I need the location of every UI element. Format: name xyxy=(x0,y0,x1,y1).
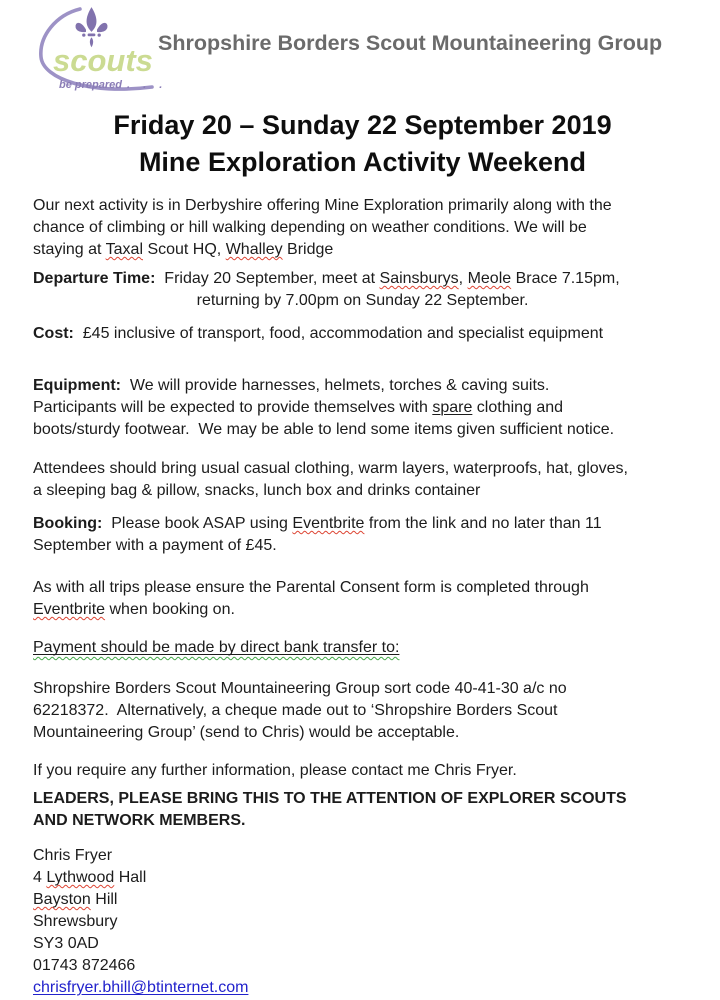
text-run: a sleeping bag & pillow, snacks, lunch box and drinks container xyxy=(33,482,481,499)
consent-paragraph xyxy=(33,577,692,621)
text-run: SY3 0AD xyxy=(33,935,99,952)
text-line xyxy=(33,810,692,832)
logo-tagline-text: be prepared xyxy=(59,79,122,91)
text-run: spare xyxy=(432,399,473,416)
text-line xyxy=(33,955,692,977)
leaders-notice xyxy=(33,788,692,832)
booking-paragraph xyxy=(33,513,692,557)
text-run: Our next activity is in Derbyshire offering Mine Exploration primarily along with the xyxy=(33,197,612,214)
contact-paragraph xyxy=(33,760,692,782)
text-line xyxy=(33,107,692,144)
misspelled-word: Eventbrite xyxy=(292,515,365,532)
departure-paragraph xyxy=(33,268,692,312)
text-run: when booking on. xyxy=(105,601,235,618)
text-run: chance of climbing or hill walking depending on weather conditions. We will be xyxy=(33,219,587,236)
text-line xyxy=(33,599,692,621)
equipment-paragraph xyxy=(33,375,692,441)
text-run: 01743 872466 xyxy=(33,957,136,974)
misspelled-word: Sainsburys xyxy=(379,270,459,287)
text-line xyxy=(33,678,692,700)
text-run: returning by 7.00pm on Sunday 22 September. xyxy=(196,292,529,309)
text-line xyxy=(33,845,692,867)
text-run: , xyxy=(458,270,468,287)
text-line xyxy=(33,323,692,345)
logo-tagline xyxy=(59,79,167,91)
text-run: Hall xyxy=(114,869,147,886)
misspelled-word: Meole xyxy=(467,270,512,287)
text-line xyxy=(33,239,692,261)
text-run: Friday 20 – Sunday 22 September 2019 xyxy=(113,110,612,140)
text-line xyxy=(33,535,692,557)
text-line xyxy=(33,217,692,239)
misspelled-word: Lythwood xyxy=(46,869,115,886)
misspelled-word: Whalley xyxy=(225,241,283,258)
text-run: Mine Exploration Activity Weekend xyxy=(138,147,587,177)
text-line xyxy=(33,911,692,933)
text-run: 4 xyxy=(33,869,47,886)
document-title: Shropshire Borders Scout Mountaineering Group xyxy=(158,31,663,55)
document-header xyxy=(0,0,720,99)
text-line xyxy=(33,933,692,955)
text-run: Mountaineering Group’ (send to Chris) would be acceptable. xyxy=(33,724,460,741)
payment-heading xyxy=(33,637,692,659)
text-line xyxy=(33,722,692,744)
text-line xyxy=(33,397,692,419)
text-run: Shropshire Borders Scout Mountaineering Group sort code 40-41-30 a/c no xyxy=(33,680,567,697)
misspelled-word: Eventbrite xyxy=(33,601,106,618)
text-run: Attendees should bring usual casual clothing, warm layers, waterproofs, hat, gloves, xyxy=(33,460,628,477)
text-run: Participants will be expected to provide themselves with xyxy=(33,399,433,416)
event-heading xyxy=(33,107,692,181)
bank-details-paragraph xyxy=(33,678,692,744)
text-line xyxy=(33,419,692,441)
misspelled-word: Taxal xyxy=(105,241,143,258)
text-line xyxy=(33,700,692,722)
signature-block xyxy=(33,845,692,999)
text-run: from the link and no later than 11 xyxy=(364,515,602,532)
text-run: LEADERS, PLEASE BRING THIS TO THE ATTENTION OF EXPLORER SCOUTS xyxy=(33,790,627,807)
logo-tagline-dots: . . . xyxy=(126,79,168,91)
text-run: Brace 7.15pm, xyxy=(511,270,620,287)
text-run: AND NETWORK MEMBERS. xyxy=(33,812,246,829)
cost-paragraph xyxy=(33,323,692,345)
text-run: Cost: xyxy=(33,325,74,342)
text-run: Friday 20 September, meet at xyxy=(155,270,380,287)
document-body xyxy=(0,99,720,999)
text-line xyxy=(33,513,692,535)
text-run: As with all trips please ensure the Parental Consent form is completed through xyxy=(33,579,589,596)
misspelled-word: Bayston xyxy=(33,891,91,908)
text-run: Shrewsbury xyxy=(33,913,118,930)
text-run: Bridge xyxy=(282,241,334,258)
text-run: Payment should be made by direct bank transfer to: xyxy=(33,639,400,656)
scouts-logo xyxy=(34,2,168,98)
text-run: 62218372. Alternatively, a cheque made out to ‘Shropshire Borders Scout xyxy=(33,702,558,719)
text-run: We will provide harnesses, helmets, torches & caving suits. xyxy=(121,377,550,394)
text-line xyxy=(33,889,692,911)
text-run: Departure Time: xyxy=(33,270,156,287)
text-line xyxy=(33,867,692,889)
text-line xyxy=(33,268,692,290)
text-line xyxy=(33,480,692,502)
text-line xyxy=(33,760,692,782)
attendees-paragraph xyxy=(33,458,692,502)
text-line xyxy=(33,637,692,659)
text-run: Scout HQ, xyxy=(143,241,226,258)
text-run: Chris Fryer xyxy=(33,847,113,864)
text-run: staying at xyxy=(33,241,106,258)
text-run: Booking: xyxy=(33,515,103,532)
text-run: £45 inclusive of transport, food, accommodation and specialist equipment xyxy=(73,325,604,342)
text-run: boots/sturdy footwear. We may be able to lend some items given sufficient notice. xyxy=(33,421,615,438)
text-run: Equipment: xyxy=(33,377,121,394)
text-run: If you require any further information, please contact me Chris Fryer. xyxy=(33,762,517,779)
logo-scouts-text: scouts xyxy=(53,43,153,78)
text-line xyxy=(33,144,692,181)
intro-paragraph xyxy=(33,195,692,261)
text-run: clothing and xyxy=(472,399,564,416)
text-line xyxy=(33,458,692,480)
text-line xyxy=(33,577,692,599)
text-run xyxy=(33,639,399,656)
email-link[interactable]: chrisfryer.bhill@btinternet.com xyxy=(33,979,249,996)
text-run: September with a payment of £45. xyxy=(33,537,277,554)
text-line xyxy=(33,977,692,999)
text-run: Hill xyxy=(90,891,118,908)
text-line xyxy=(33,375,692,397)
text-line xyxy=(33,788,692,810)
text-line xyxy=(33,290,692,312)
text-run: Please book ASAP using xyxy=(102,515,293,532)
text-line xyxy=(33,195,692,217)
